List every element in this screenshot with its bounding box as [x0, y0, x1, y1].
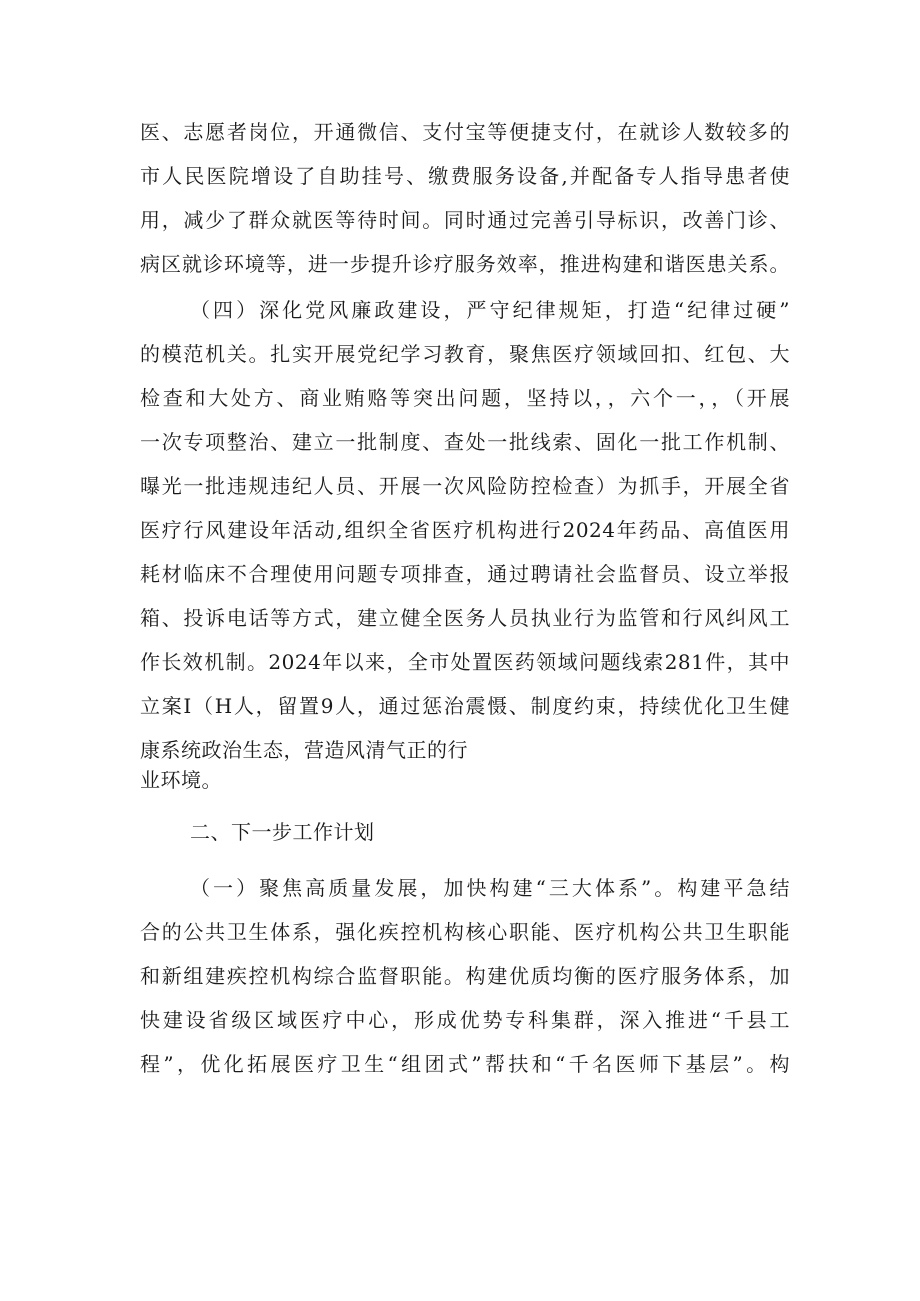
- text-line: 和新组建疾控机构综合监督职能。构建优质均衡的医疗服务体系，加: [140, 964, 790, 988]
- text-line: 合的公共卫生体系，强化疾控机构核心职能、医疗机构公共卫生职能: [140, 920, 790, 944]
- text-line: 医、志愿者岗位，开通微信、支付宝等便捷支付，在就诊人数较多的: [140, 120, 790, 144]
- text-line: 用，减少了群众就医等待时间。同时通过完善引导标识，改善门诊、: [140, 208, 790, 232]
- text-line: 程”，优化拓展医疗卫生“组团式”帮扶和“千名医师下基层”。构: [140, 1052, 790, 1076]
- text-line: （四）深化党风廉政建设，严守纪律规矩，打造“纪律过硬”: [190, 298, 790, 322]
- text-line: 一次专项整治、建立一批制度、查处一批线索、固化一批工作机制、: [140, 430, 790, 454]
- text-line: 医疗行风建设年活动,组织全省医疗机构进行2024年药品、高值医用: [140, 518, 790, 542]
- text-line: 康系统政治生态，营造风清气正的行: [140, 738, 468, 762]
- text-line: 立案I（H人，留置9人，通过惩治震慑、制度约束，持续优化卫生健: [140, 694, 790, 718]
- text-line: 作长效机制。2024年以来，全市处置医药领域问题线索281件，其中: [140, 650, 790, 674]
- text-line: 曝光一批违规违纪人员、开展一次风险防控检查）为抓手，开展全省: [140, 474, 790, 498]
- text-line: （一）聚焦高质量发展，加快构建“三大体系”。构建平急结: [190, 876, 790, 900]
- text-line: 的模范机关。扎实开展党纪学习教育，聚焦医疗领域回扣、红包、大: [140, 342, 790, 366]
- text-line: 快建设省级区域医疗中心，形成优势专科集群，深入推进“千县工: [140, 1008, 790, 1032]
- text-line: 市人民医院增设了自助挂号、缴费服务设备,并配备专人指导患者使: [140, 164, 790, 188]
- text-line: 检查和大处方、商业贿赂等突出问题，坚持以，，六个一，，（开展: [140, 386, 790, 410]
- text-line: 业环境。: [140, 768, 222, 792]
- text-line: 耗材临床不合理使用问题专项排查，通过聘请社会监督员、设立举报: [140, 562, 790, 586]
- text-line: 病区就诊环境等，进一步提升诊疗服务效率，推进构建和谐医患关系。: [140, 252, 790, 276]
- section-heading: 二、下一步工作计划: [190, 820, 375, 844]
- text-line: 箱、投诉电话等方式，建立健全医务人员执业行为监管和行风纠风工: [140, 606, 790, 630]
